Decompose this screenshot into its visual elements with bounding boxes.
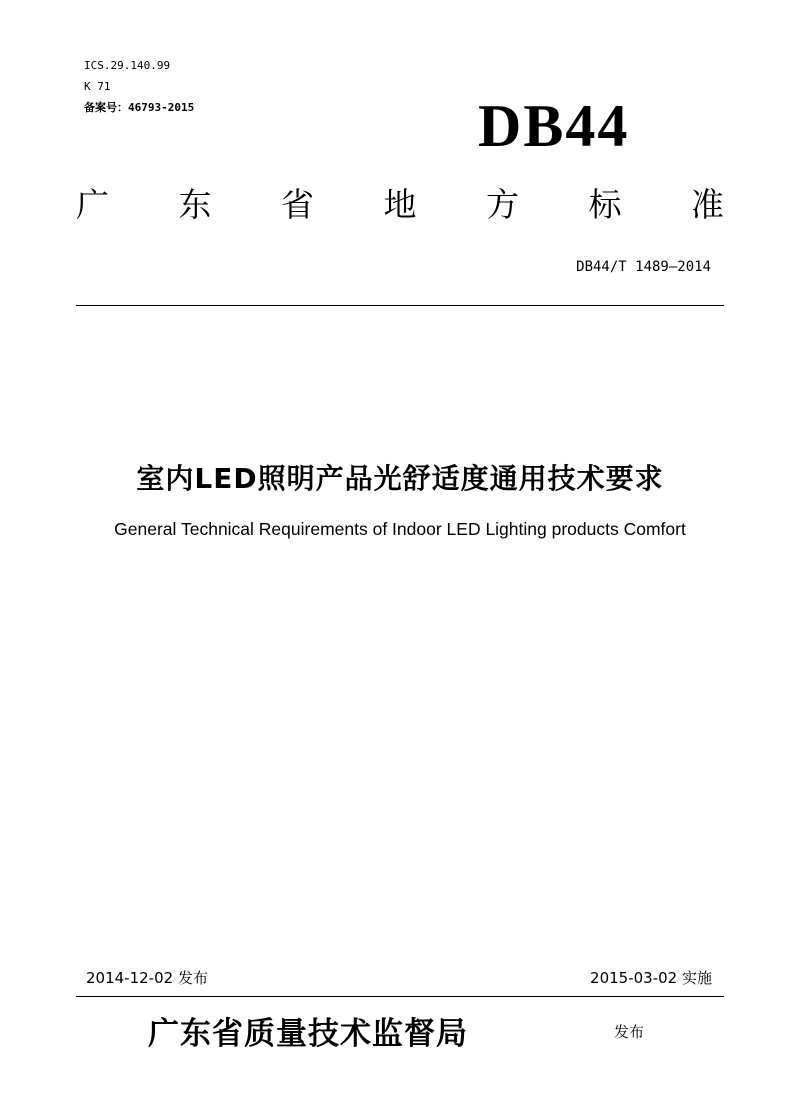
standard-type-char: 东 [178,185,212,224]
standard-type-char: 方 [486,185,519,224]
standard-number: DB44/T 1489—2014 [576,259,711,275]
implementation-date: 2015-03-02 实施 [590,969,712,987]
standard-type-char: 地 [383,185,417,224]
top-divider [76,305,724,306]
ics-code: ICS.29.140.99 [84,59,171,72]
standard-type-char: 广 [76,185,109,224]
title-english: General Technical Requirements of Indoor LED Lighting products Comfort [114,519,686,539]
filing-number: 备案号：46793-2015 [84,101,195,114]
standard-type-char: 省 [281,185,314,224]
title-chinese: 室内LED照明产品光舒适度通用技术要求 [136,462,664,495]
standard-type-char: 准 [691,185,724,224]
issuer-name: 广东省质量技术监督局 [148,1016,468,1052]
bottom-divider [76,996,724,997]
standard-type-char: 标 [588,185,622,224]
classification-code: K 71 [84,80,111,93]
standard-type-heading [76,183,724,227]
issue-word: 发布 [614,1023,645,1041]
db44-logo: DB44 [478,93,630,159]
release-date: 2014-12-02 发布 [86,969,208,987]
